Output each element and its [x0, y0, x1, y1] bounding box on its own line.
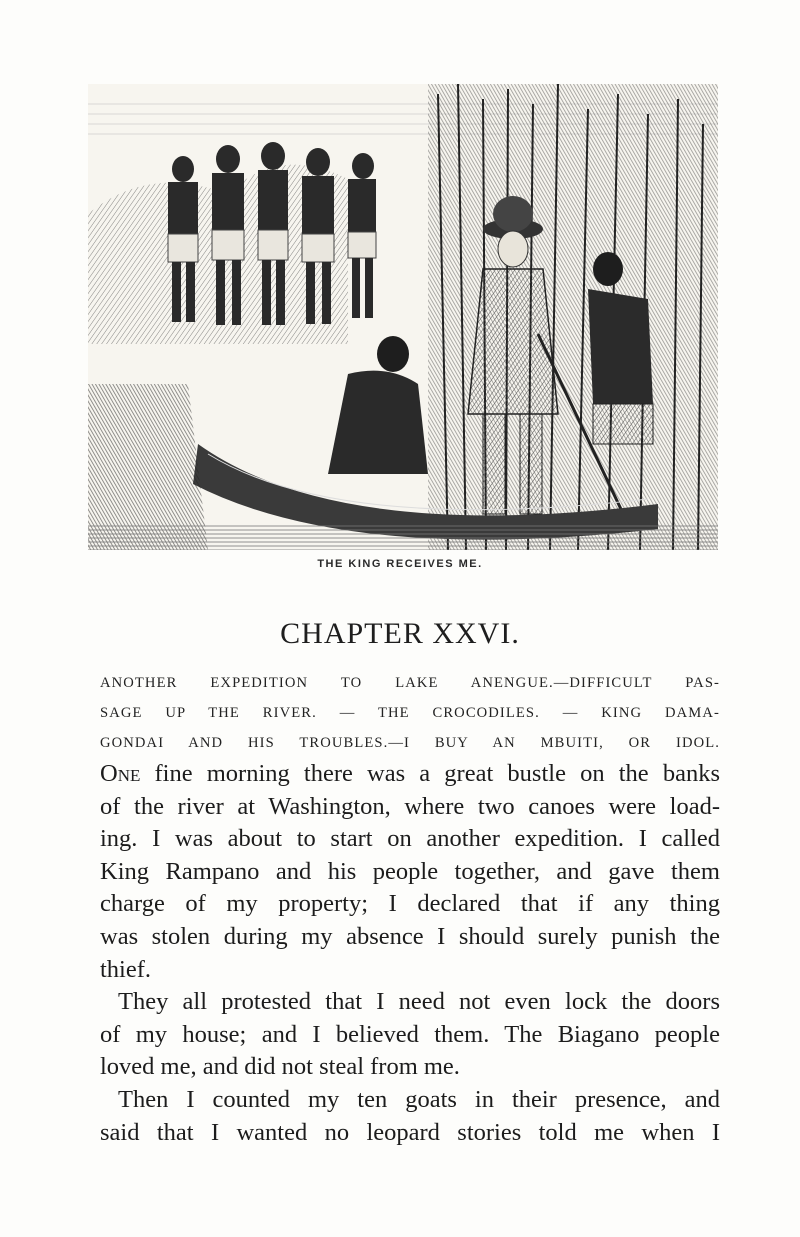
paragraph-line: was stolen during my absence I should surely punish the	[100, 922, 720, 950]
paragraph-line: Then I counted my ten goats in their presence, and	[118, 1085, 720, 1113]
engraving-illustration	[88, 84, 718, 550]
summary-line: SAGE UP THE RIVER. — THE CROCODILES. — KING DAMA-	[100, 705, 720, 721]
drop-word: One	[100, 760, 141, 787]
paragraph-line: said that I wanted no leopard stories told me when I	[100, 1118, 720, 1146]
paragraph-line: of my house; and I believed them. The Biagano people	[100, 1020, 720, 1048]
body-text	[100, 758, 720, 1149]
summary-line: GONDAI AND HIS TROUBLES.—I BUY AN MBUITI, OR IDOL.	[100, 735, 720, 751]
paragraph-line: loved me, and did not steal from me.	[100, 1053, 460, 1081]
paragraph-line: charge of my property; I declared that if any thing	[100, 890, 720, 918]
summary-line: ANOTHER EXPEDITION TO LAKE ANENGUE.—DIFFICULT PAS-	[100, 675, 720, 691]
paragraph-line: ing. I was about to start on another expedition. I called	[100, 825, 720, 853]
paragraph-line	[100, 758, 720, 791]
paragraph-line: of the river at Washington, where two canoes were load-	[100, 792, 720, 820]
paragraph-line: They all protested that I need not even lock the doors	[118, 988, 720, 1016]
paragraph-line: King Rampano and his people together, and gave them	[100, 857, 720, 885]
paragraph-line: thief.	[100, 955, 152, 983]
paragraph-line-rest: fine morning there was a great bustle on the banks	[140, 760, 720, 787]
illustration-caption: THE KING RECEIVES ME.	[317, 558, 483, 570]
chapter-title: CHAPTER XXVI.	[280, 617, 520, 650]
chapter-summary	[100, 668, 720, 758]
engraving-drawing	[88, 84, 718, 550]
